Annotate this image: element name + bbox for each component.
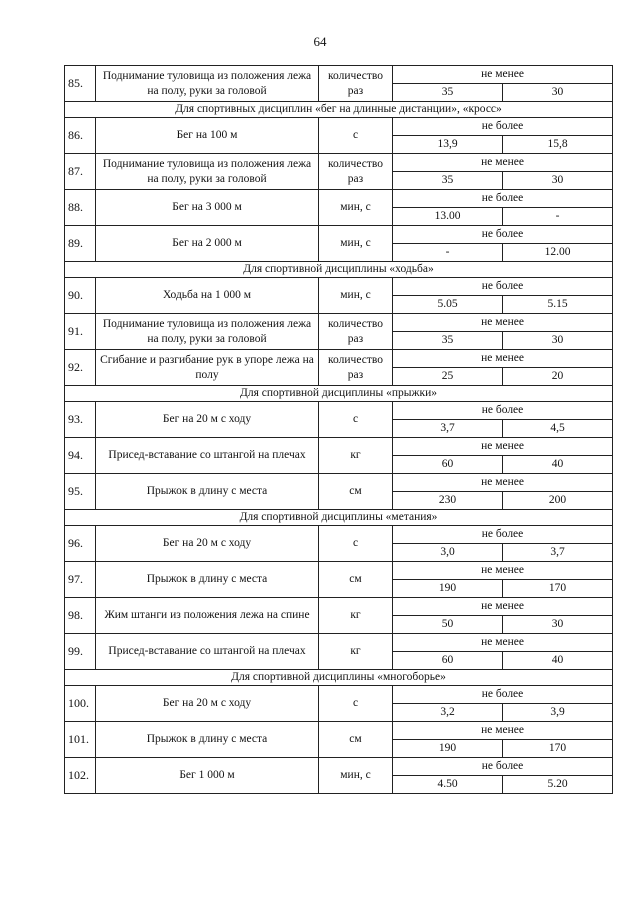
value-column-1: 13.00 [393,208,503,226]
value-column-1: 35 [393,172,503,190]
table-row [65,226,613,244]
section-header-row [65,670,613,686]
table-row [65,402,613,420]
value-column-1: 35 [393,332,503,350]
value-column-2: 5.15 [503,296,613,314]
condition-label: не менее [393,438,613,456]
unit-of-measure: см [319,474,393,510]
table-row [65,350,613,368]
row-number: 101. [65,722,96,758]
row-number: 85. [65,66,96,102]
exercise-name: Бег на 20 м с ходу [96,402,319,438]
value-column-1: 4.50 [393,776,503,794]
value-column-1: - [393,244,503,262]
section-title: Для спортивной дисциплины «прыжки» [65,386,613,402]
unit-of-measure: мин, с [319,190,393,226]
value-column-1: 35 [393,84,503,102]
condition-label: не более [393,118,613,136]
unit-of-measure: с [319,118,393,154]
unit-of-measure: см [319,562,393,598]
condition-label: не менее [393,634,613,652]
table-row [65,474,613,492]
value-column-2: 30 [503,84,613,102]
page-number: 64 [313,34,327,49]
exercise-name: Присед-вставание со штангой на плечах [96,634,319,670]
row-number: 102. [65,758,96,794]
value-column-1: 3,7 [393,420,503,438]
value-column-2: 200 [503,492,613,510]
section-title: Для спортивной дисциплины «метания» [65,510,613,526]
condition-label: не более [393,758,613,776]
value-column-2: 3,7 [503,544,613,562]
condition-label: не менее [393,154,613,172]
value-column-1: 25 [393,368,503,386]
value-column-1: 60 [393,456,503,474]
section-title: Для спортивных дисциплин «бег на длинные дистанции», «кросс» [65,102,613,118]
table-row [65,758,613,776]
value-column-2: - [503,208,613,226]
value-column-1: 5.05 [393,296,503,314]
row-number: 99. [65,634,96,670]
value-column-2: 170 [503,580,613,598]
value-column-2: 3,9 [503,704,613,722]
unit-of-measure: количество раз [319,154,393,190]
value-column-1: 3,0 [393,544,503,562]
row-number: 86. [65,118,96,154]
condition-label: не менее [393,722,613,740]
value-column-2: 15,8 [503,136,613,154]
table-row [65,66,613,84]
row-number: 90. [65,278,96,314]
section-title: Для спортивной дисциплины «многоборье» [65,670,613,686]
value-column-2: 12.00 [503,244,613,262]
value-column-2: 5.20 [503,776,613,794]
exercise-name: Присед-вставание со штангой на плечах [96,438,319,474]
condition-label: не менее [393,598,613,616]
unit-of-measure: количество раз [319,66,393,102]
value-column-1: 190 [393,740,503,758]
unit-of-measure: количество раз [319,314,393,350]
condition-label: не более [393,278,613,296]
row-number: 96. [65,526,96,562]
unit-of-measure: мин, с [319,758,393,794]
section-header-row [65,102,613,118]
value-column-1: 50 [393,616,503,634]
exercise-name: Бег на 20 м с ходу [96,526,319,562]
condition-label: не более [393,526,613,544]
value-column-2: 20 [503,368,613,386]
condition-label: не менее [393,474,613,492]
table-row [65,314,613,332]
condition-label: не более [393,190,613,208]
row-number: 93. [65,402,96,438]
condition-label: не более [393,226,613,244]
table-row [65,278,613,296]
value-column-2: 30 [503,616,613,634]
table-row [65,438,613,456]
exercise-name: Бег на 2 000 м [96,226,319,262]
unit-of-measure: количество раз [319,350,393,386]
exercise-name: Сгибание и разгибание рук в упоре лежа на полу [96,350,319,386]
exercise-name: Прыжок в длину с места [96,474,319,510]
row-number: 97. [65,562,96,598]
exercise-name: Прыжок в длину с места [96,722,319,758]
exercise-name: Бег 1 000 м [96,758,319,794]
exercise-name: Прыжок в длину с места [96,562,319,598]
unit-of-measure: кг [319,438,393,474]
exercise-name: Бег на 100 м [96,118,319,154]
exercise-name: Поднимание туловища из положения лежа на полу, руки за головой [96,314,319,350]
row-number: 91. [65,314,96,350]
exercise-name: Бег на 20 м с ходу [96,686,319,722]
exercise-name: Поднимание туловища из положения лежа на полу, руки за головой [96,66,319,102]
table-row [65,118,613,136]
unit-of-measure: с [319,526,393,562]
section-header-row [65,510,613,526]
row-number: 87. [65,154,96,190]
value-column-1: 13,9 [393,136,503,154]
value-column-2: 30 [503,172,613,190]
unit-of-measure: кг [319,598,393,634]
condition-label: не менее [393,562,613,580]
exercise-name: Жим штанги из положения лежа на спине [96,598,319,634]
table-row [65,722,613,740]
table-row [65,154,613,172]
row-number: 94. [65,438,96,474]
table-row [65,562,613,580]
row-number: 95. [65,474,96,510]
value-column-2: 40 [503,456,613,474]
standards-table [64,65,613,794]
condition-label: не менее [393,350,613,368]
section-header-row [65,262,613,278]
row-number: 92. [65,350,96,386]
section-title: Для спортивной дисциплины «ходьба» [65,262,613,278]
value-column-1: 60 [393,652,503,670]
unit-of-measure: см [319,722,393,758]
value-column-2: 40 [503,652,613,670]
table-row [65,526,613,544]
condition-label: не более [393,402,613,420]
value-column-2: 30 [503,332,613,350]
unit-of-measure: с [319,402,393,438]
row-number: 89. [65,226,96,262]
unit-of-measure: кг [319,634,393,670]
unit-of-measure: мин, с [319,226,393,262]
table-row [65,686,613,704]
row-number: 88. [65,190,96,226]
unit-of-measure: мин, с [319,278,393,314]
exercise-name: Поднимание туловища из положения лежа на полу, руки за головой [96,154,319,190]
exercise-name: Бег на 3 000 м [96,190,319,226]
table-row [65,190,613,208]
value-column-2: 170 [503,740,613,758]
table-row [65,634,613,652]
condition-label: не менее [393,314,613,332]
value-column-1: 190 [393,580,503,598]
value-column-1: 3,2 [393,704,503,722]
row-number: 100. [65,686,96,722]
condition-label: не менее [393,66,613,84]
value-column-2: 4,5 [503,420,613,438]
value-column-1: 230 [393,492,503,510]
row-number: 98. [65,598,96,634]
condition-label: не более [393,686,613,704]
table-row [65,598,613,616]
unit-of-measure: с [319,686,393,722]
exercise-name: Ходьба на 1 000 м [96,278,319,314]
section-header-row [65,386,613,402]
